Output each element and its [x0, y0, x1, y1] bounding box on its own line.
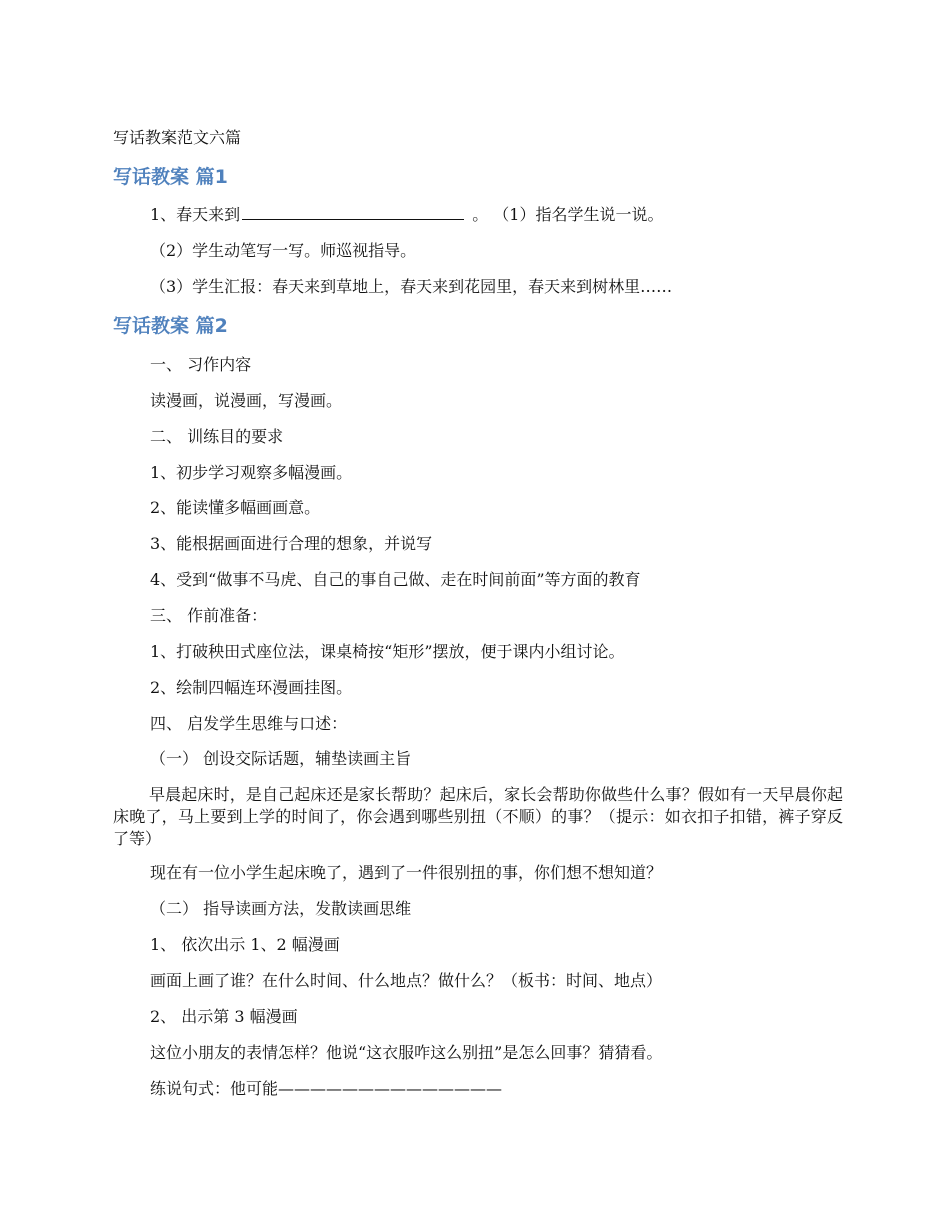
section-2-line: 现在有一位小学生起床晚了，遇到了一件很别扭的事，你们想不想知道？: [150, 863, 663, 882]
section-2-line: 一、 习作内容: [150, 355, 252, 374]
section-2-line: 四、 启发学生思维与口述：: [150, 714, 348, 733]
section-1-heading: 写话教案 篇1: [113, 166, 228, 188]
line-1-before-blank: 1、春天来到: [150, 205, 241, 224]
document-title: 写话教案范文六篇: [113, 128, 242, 147]
section-2-line: 读漫画，说漫画，写漫画。: [150, 391, 343, 410]
section-2-line: 1、打破秧田式座位法，课桌椅按“矩形”摆放，便于课内小组讨论。: [150, 642, 625, 661]
section-2-line: 1、 依次出示 1、2 幅漫画: [150, 935, 340, 954]
section-2-line: 这位小朋友的表情怎样？他说“这衣服咋这么别扭”是怎么回事？猜猜看。: [150, 1043, 663, 1062]
section-2-line: 二、 训练目的要求: [150, 427, 284, 446]
section-1-line-1: [150, 204, 663, 226]
section-2-line: （二） 指导读画方法，发散读画思维: [150, 899, 412, 918]
line-1-after-blank: 。 （1）指名学生说一说。: [472, 205, 664, 224]
section-2-line: 练说句式：他可能——————————————: [150, 1079, 503, 1098]
section-2-line: 三、 作前准备：: [150, 606, 268, 625]
section-2-line: （一） 创设交际话题，辅垫读画主旨: [150, 749, 412, 768]
section-2-paragraph: 早晨起床时，是自己起床还是家长帮助？起床后，家长会帮助你做些什么事？假如有一天早晨你起床晚了，马上要到上学的时间了，你会遇到哪些别扭（不顺）的事？（提示：如衣扣子扣错，裤子穿反了等）: [113, 785, 843, 848]
section-2-line: 3、能根据画面进行合理的想象，并说写: [150, 534, 433, 553]
section-2-heading: 写话教案 篇2: [113, 315, 228, 337]
section-2-line: 2、能读懂多幅画画意。: [150, 498, 321, 517]
section-2-line: 画面上画了谁？在什么时间、什么地点？做什么？（板书：时间、地点）: [150, 971, 663, 990]
section-1-line-2: （2）学生动笔写一写。师巡视指导。: [150, 241, 417, 260]
section-2-line: 4、受到“做事不马虎、自己的事自己做、走在时间前面”等方面的教育: [150, 570, 641, 589]
section-2-line: 2、绘制四幅连环漫画挂图。: [150, 678, 353, 697]
section-2-line: 1、初步学习观察多幅漫画。: [150, 463, 353, 482]
section-2-line: 2、 出示第 3 幅漫画: [150, 1007, 298, 1026]
section-1-line-3: （3）学生汇报：春天来到草地上，春天来到花园里，春天来到树林里……: [150, 277, 673, 296]
fill-in-blank: [242, 205, 464, 220]
